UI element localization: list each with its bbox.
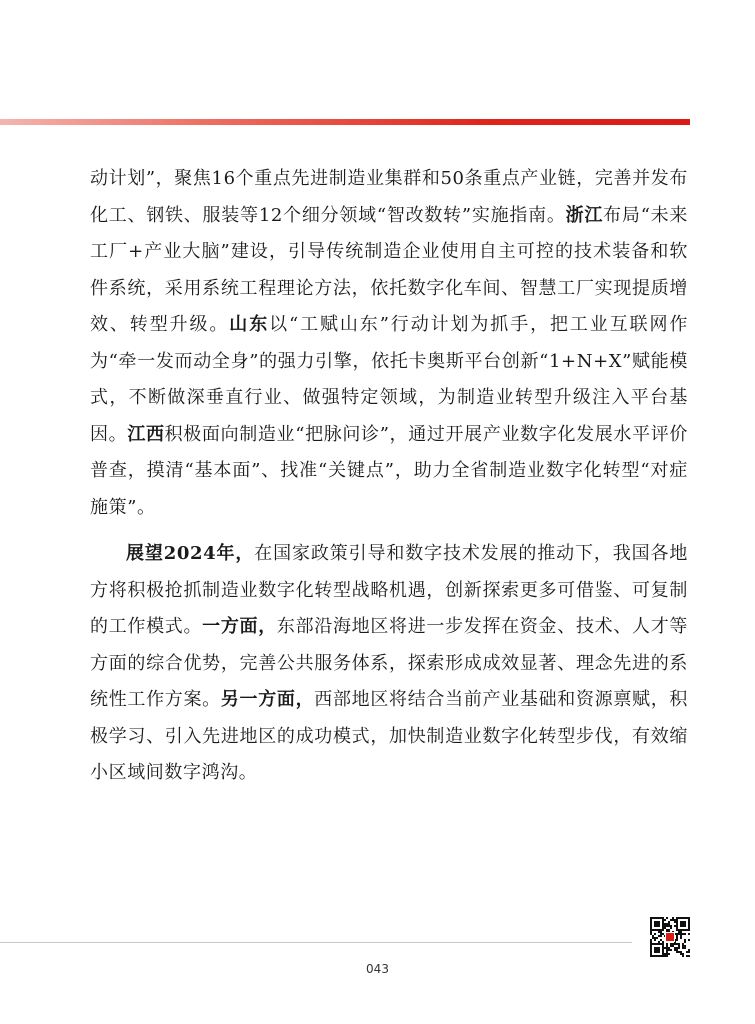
- paragraph-outlook: [90, 536, 688, 792]
- text-segment: 西部地区将结合当前产业基础和资源禀赋，积极学习、引入先进地区的成功模式，加快制造业数字化转型步伐，有效缩小区域间数字鸿沟。: [90, 689, 689, 783]
- qr-code-icon: [650, 917, 690, 957]
- footer-divider: [0, 942, 632, 943]
- on-other-hand-label: 另一方面，: [220, 689, 315, 710]
- province-jiangsu-zhejiang: 浙江: [565, 204, 604, 226]
- paragraph-provinces: [90, 161, 688, 526]
- page-number: 043: [366, 962, 389, 976]
- header-accent-bar: [0, 119, 690, 125]
- outlook-heading: 展望2024年，: [126, 543, 255, 564]
- text-segment: 积极面向制造业“把脉问诊”，通过开展产业数字化发展水平评价普查，摸清“基本面”、找准“关键点”，助力全省制造业数字化转型“对症施策”。: [90, 423, 688, 518]
- text-segment: 在国家政策引导和数字技术发展的推动下，我国各地方将积极抢抓制造业数字化转型战略机遇，创新探索更多可借鉴、可复制的工作模式。: [90, 543, 688, 637]
- text-segment: 以“工赋山东”行动计划为抓手，把工业互联网作为“牵一发而动全身”的强力引擎，依托卡奥斯平台创新“1+N+X”赋能模式，不断做深垂直行业、做强特定领域，为制造业转型升级注入平台基因。: [90, 314, 689, 445]
- text-segment: 动计划”，聚焦16个重点先进制造业集群和50条重点产业链，完善并发布化工、钢铁、服装等12个细分领域“智改数转”实施指南。: [90, 168, 688, 226]
- text-segment: 布局“未来工厂+产业大脑”建设，引导传统制造企业使用自主可控的技术装备和软件系统，采用系统工程理论方法，依托数字化车间、智慧工厂实现提质增效、转型升级。: [90, 204, 689, 335]
- text-segment: 东部沿海地区将进一步发挥在资金、技术、人才等方面的综合优势，完善公共服务体系，探索形成成效显著、理念先进的系统性工作方案。: [90, 616, 688, 710]
- province-jiangxi: 江西: [127, 423, 165, 445]
- province-shandong: 山东: [229, 314, 270, 335]
- on-one-hand-label: 一方面，: [202, 616, 277, 637]
- body-text: [90, 161, 688, 792]
